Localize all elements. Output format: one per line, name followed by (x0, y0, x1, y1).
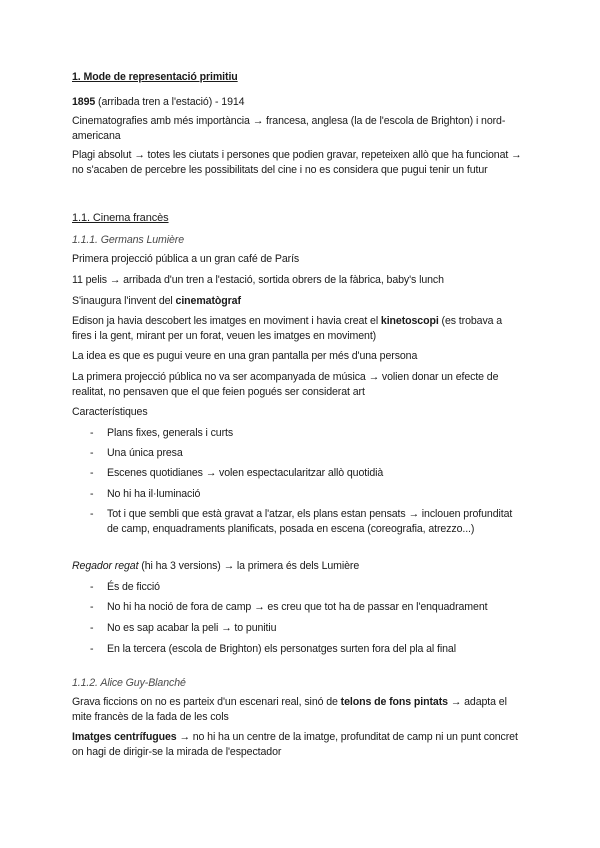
subsubsection-heading-guy: 1.1.2. Alice Guy-Blanché (72, 677, 186, 689)
date-rest: (arribada tren a l'estació) - 1914 (95, 96, 245, 108)
paragraph-inaugura (72, 294, 524, 309)
term-cinematograf: cinematògraf (175, 295, 241, 307)
paragraph-edison (72, 314, 524, 344)
list-dash: - (90, 643, 94, 655)
subsubsection-heading-lumiere: 1.1.1. Germans Lumière (72, 234, 185, 246)
paragraph-pelis: 11 pelis → arribada d'un tren a l'estació, sortida obrers de la fàbrica, baby's lunch (72, 274, 444, 286)
list-item: - No hi ha il·luminació (90, 488, 201, 500)
paragraph-musica: La primera projecció pública no va ser acompanyada de música → volien donar un efecte de realitat, no pensaven que el que feien pogués ser considerat art (72, 371, 499, 398)
paragraph-grava (72, 695, 524, 725)
list-item: - Tot i que sembli que està gravat a l'atzar, els plans estan pensats → inclouen profunditat de camp, enquadraments planificats, posada en escena (coreografia, atrezzo...) (90, 508, 513, 535)
list-item: - Una única presa (90, 447, 183, 459)
grava-text-a: Grava ficcions on no es parteix d'un escenari real, sinó de (72, 696, 341, 708)
paragraph-plagi: Plagi absolut → totes les ciutats i persones que podien gravar, repeteixen allò que ha funcionat → no s'acaben de percebre les possibilitats del cine i no es considera que pugui tenir un futur (72, 149, 522, 176)
list-dash: - (90, 488, 94, 500)
list-dash: - (90, 622, 94, 634)
paragraph-projeccio: Primera projecció pública a un gran café de París (72, 253, 300, 265)
grava-text-b: → adapta el mite francès de la fada de les cols (72, 696, 507, 723)
term-kinetoscopi: kinetoscopi (380, 315, 439, 327)
edison-text-a: Edison ja havia descobert les imatges en moviment i havia creat el (72, 315, 381, 327)
section-heading: 1. Mode de representació primitiu (72, 71, 238, 83)
list-dash: - (90, 601, 94, 613)
list-item: - No es sap acabar la peli → to punitiu (90, 622, 277, 634)
regador-text: (hi ha 3 versions) → la primera és dels Lumière (138, 560, 360, 572)
inaugura-text: S'inaugura l'invent del (72, 295, 176, 307)
film-title: Regador regat (72, 560, 139, 572)
paragraph-cinematografies: Cinematografies amb més importància → francesa, anglesa (la de l'escola de Brighton) i nord-americana (72, 115, 506, 142)
date-range (72, 95, 524, 110)
edison-text-b: (es trobava a fires i la gent, mirant per un forat, veuen les imatges en moviment) (72, 315, 503, 342)
list-item: - En la tercera (escola de Brighton) els personatges surten fora del pla al final (90, 643, 456, 655)
paragraph-regador (72, 559, 524, 574)
paragraph-caracteristiques: Característiques (72, 406, 148, 418)
imatges-text: → no hi ha un centre de la imatge, profunditat de camp ni un punt concret on hagi de dirigir-se la mirada de l'espectador (72, 731, 518, 758)
term-telons: telons de fons pintats (340, 696, 448, 708)
list-item: - És de ficció (90, 581, 160, 593)
subsection-heading: 1.1. Cinema francès (72, 212, 169, 224)
list-item: - No hi ha noció de fora de camp → es creu que tot ha de passar en l'enquadrament (90, 601, 488, 613)
date-start: 1895 (72, 96, 96, 108)
list-item: - Plans fixes, generals i curts (90, 427, 234, 439)
paragraph-imatges (72, 730, 524, 760)
term-imatges-centrifugues: Imatges centrífugues (72, 731, 177, 743)
list-dash: - (90, 427, 94, 439)
paragraph-idea: La idea es que es pugui veure en una gran pantalla per més d'una persona (72, 350, 418, 362)
list-dash: - (90, 581, 94, 593)
list-dash: - (90, 447, 94, 459)
list-dash: - (90, 508, 94, 520)
list-dash: - (90, 467, 94, 479)
list-item: - Escenes quotidianes → volen espectacularitzar allò quotidià (90, 467, 384, 479)
